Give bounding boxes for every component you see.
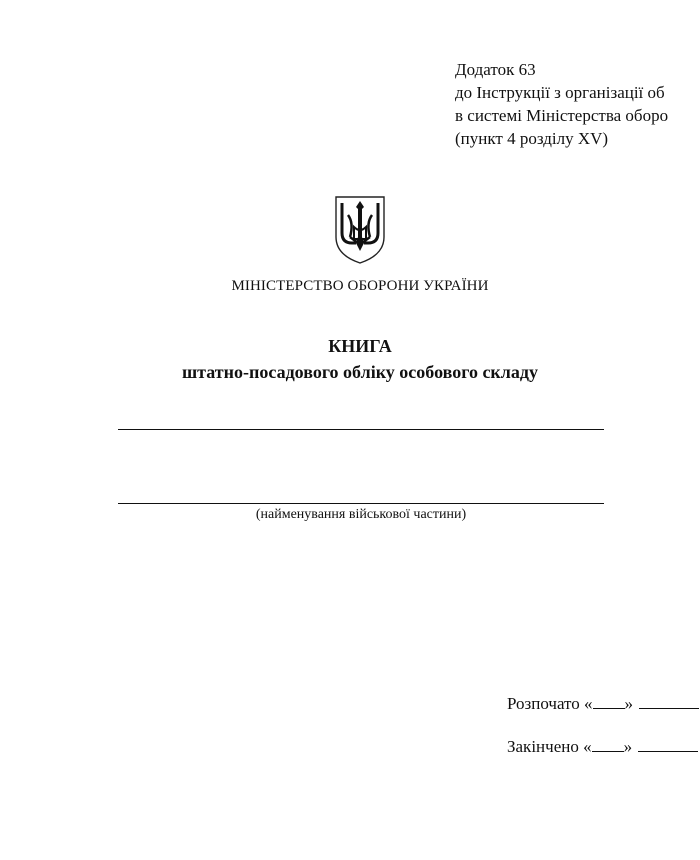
appendix-ministry-line: в системі Міністерства оборо [455,106,669,125]
book-title: КНИГА [328,336,392,356]
appendix-section-ref: (пункт 4 розділу XV) [455,129,609,148]
trident-coat-of-arms-icon [330,193,390,265]
appendix-instruction-line: до Інструкції з організації об [455,83,665,102]
ministry-name: МІНІСТЕРСТВО ОБОРОНИ УКРАЇНИ [231,278,489,294]
appendix-reference [455,58,700,150]
started-close-quote: » [624,694,634,713]
finished-close-quote: » [623,737,633,756]
started-date-row [507,692,700,714]
finished-month-blank [638,735,698,752]
unit-name-line-2 [118,503,604,504]
finished-day-blank [592,735,624,752]
started-month-blank [639,692,699,709]
started-day-blank [593,692,625,709]
book-subtitle: штатно-посадового обліку особового складу [181,362,539,382]
unit-name-caption: (найменування військової частини) [255,507,467,522]
finished-label: Закінчено « [507,737,592,756]
appendix-number: Додаток 63 [455,60,536,79]
started-label: Розпочато « [507,694,593,713]
unit-name-line-1 [118,429,604,430]
finished-date-row [507,735,700,757]
